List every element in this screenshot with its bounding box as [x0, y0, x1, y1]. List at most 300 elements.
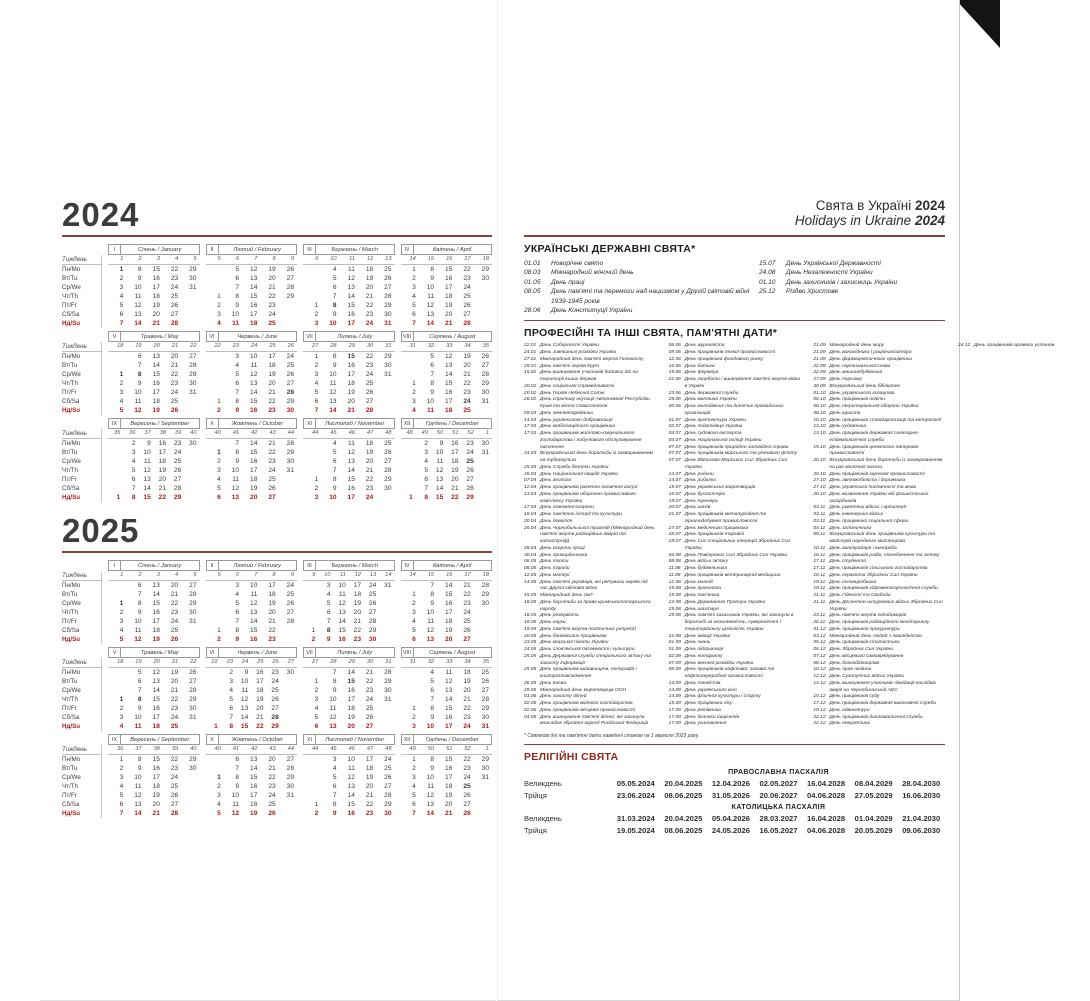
day-cell: 20: [170, 353, 179, 360]
day-cell: 9: [235, 458, 240, 465]
day-cell: [474, 791, 492, 800]
holiday-name: День Незалежності України: [785, 269, 873, 277]
day-cell: 17: [445, 398, 453, 405]
day-cell: 27: [286, 380, 294, 387]
day-label: Чт/Th: [62, 782, 102, 791]
day-cell: 12: [231, 485, 240, 492]
professional-holiday-entry: [813, 384, 945, 391]
day-cell: 1: [119, 266, 124, 273]
religious-row-label: Великдень: [524, 779, 562, 789]
religious-date: 16.04.2028: [807, 814, 846, 824]
day-cell: 17: [152, 714, 160, 721]
day-cell: 10: [329, 371, 337, 378]
professional-holiday-entry: [524, 715, 656, 729]
day-cell: 15: [152, 756, 160, 763]
day-cell: 8: [430, 756, 435, 763]
holiday-name: День працівника фондового ринку: [684, 356, 764, 362]
holiday-date: 17.09: [668, 721, 681, 727]
day-cell: 18: [152, 723, 160, 730]
day-cell: 12: [329, 714, 337, 721]
day-cell: 13: [329, 398, 337, 405]
day-cell: 17: [347, 371, 355, 378]
day-cell: 20: [268, 380, 276, 387]
week-number: 4: [163, 255, 181, 265]
day-cell: 29: [271, 723, 279, 730]
holiday-date: 25.03: [524, 464, 537, 470]
holiday-name: Міжнародний жіночий день: [551, 269, 634, 277]
day-cell: 29: [189, 756, 197, 763]
month-name: Вересень / September: [121, 418, 200, 429]
day-label: Пт/Fr: [62, 388, 102, 397]
day-row: [401, 581, 493, 591]
day-row: [303, 319, 395, 328]
professional-holiday-entry: [524, 546, 656, 553]
day-cell: 11: [348, 266, 355, 273]
day-cell: 12: [445, 353, 453, 360]
day-cell: 14: [426, 810, 435, 817]
day-cell: 18: [152, 398, 160, 405]
day-cell: 16: [445, 765, 453, 772]
day-row: [206, 809, 298, 818]
day-cell: 25: [368, 591, 377, 598]
state-holiday-entry: [524, 259, 751, 268]
day-row: [401, 755, 493, 765]
day-cell: [303, 283, 321, 292]
religious-date: 04.06.2028: [807, 826, 846, 836]
month-name: Листопад / November: [316, 734, 395, 745]
day-cell: 19: [365, 275, 374, 282]
week-number: 39: [163, 745, 181, 755]
day-cell: [474, 292, 492, 301]
day-cell: 3: [332, 756, 337, 763]
day-cell: [474, 406, 492, 415]
holiday-date: 19.12: [813, 707, 826, 713]
day-cell: 20: [347, 398, 355, 405]
day-cell: 19: [250, 810, 258, 817]
day-cell: 5: [332, 774, 337, 781]
day-cell: 24: [170, 618, 179, 625]
day-cell: 21: [365, 467, 374, 474]
day-cell: 13: [347, 783, 355, 790]
day-label: Пт/Fr: [62, 791, 102, 800]
day-row: [206, 379, 298, 388]
holiday-name: День прикордонника: [540, 552, 588, 558]
holiday-name: День юриста: [829, 410, 861, 416]
holiday-date: 19.06: [668, 370, 681, 376]
holiday-date: 11.08: [668, 572, 681, 578]
day-row: [206, 493, 298, 502]
state-holiday-entry: [759, 287, 945, 296]
day-cell: 30: [286, 407, 294, 414]
day-cell: 28: [368, 618, 377, 625]
holiday-date: 09.03: [524, 410, 537, 416]
day-cell: 25: [173, 458, 182, 465]
day-cell: 10: [134, 389, 142, 396]
day-row: [401, 764, 493, 773]
day-cell: 9: [235, 302, 240, 309]
day-cell: 8: [430, 591, 435, 598]
day-cell: 6: [326, 609, 331, 616]
holiday-date: 07.12: [813, 653, 826, 659]
day-cell: 14: [445, 371, 453, 378]
day-label: Нд/Su: [62, 722, 102, 731]
day-row: [206, 352, 298, 362]
day-cell: [303, 782, 321, 791]
day-cell: 12: [143, 467, 151, 474]
week-number: 48: [376, 745, 394, 755]
day-cell: 23: [268, 302, 276, 309]
holiday-date: 22.09: [813, 370, 826, 376]
holiday-name: День військ зв'язку: [684, 559, 728, 565]
holiday-date: 29.01: [524, 363, 537, 369]
day-cell: [279, 484, 297, 493]
professional-holiday-entry: [669, 350, 801, 357]
day-row: [303, 764, 395, 773]
state-holiday-entry: [759, 278, 945, 287]
day-cell: 15: [250, 398, 258, 405]
day-cell: 24: [463, 609, 471, 616]
week-numbers-row: [206, 429, 298, 439]
day-cell: 3: [412, 723, 416, 730]
day-cell: 18: [365, 440, 374, 447]
day-cell: 4: [217, 801, 221, 808]
day-cell: [401, 352, 419, 362]
religious-holidays-table: [524, 767, 945, 836]
holiday-name: День Української Державності: [785, 260, 881, 267]
day-cell: 11: [427, 618, 435, 625]
day-row: [401, 265, 493, 275]
day-cell: [108, 361, 126, 370]
day-cell: [206, 388, 224, 397]
day-cell: 28: [384, 792, 392, 799]
day-cell: 18: [451, 458, 459, 465]
week-number: 40: [206, 745, 224, 755]
month-roman: III: [303, 560, 316, 571]
day-cell: 8: [430, 380, 435, 387]
day-row: [108, 617, 200, 626]
holiday-name: День пам'яті жертв голодоморів: [829, 613, 907, 619]
day-cell: [279, 301, 297, 310]
day-cell: 9: [430, 275, 435, 282]
day-cell: 14: [134, 810, 142, 817]
week-number: 18: [108, 342, 126, 352]
holiday-name: День родини: [684, 471, 714, 477]
professional-holiday-entry: [669, 721, 801, 728]
professional-holiday-entry: [669, 667, 801, 681]
holiday-name: День ракетних військ і артилерії: [829, 505, 906, 511]
holiday-name: День охорони праці: [540, 545, 585, 551]
holiday-date: 27.01: [524, 356, 537, 362]
holiday-name: День тренера: [684, 498, 718, 504]
day-cell: 23: [170, 705, 179, 712]
day-cell: [279, 475, 297, 484]
day-cell: 1: [412, 380, 416, 387]
day-cell: 11: [338, 591, 346, 598]
day-cell: 26: [463, 302, 471, 309]
holiday-name: День Європи: [540, 566, 570, 572]
day-cell: 12: [338, 600, 346, 607]
holiday-date: 06.10: [813, 397, 826, 403]
day-label: Пн/Mo: [62, 352, 102, 361]
holiday-name: Міжнародний день пам'яті жертв Голокосту: [540, 356, 644, 362]
holiday-date: 23.06: [668, 390, 681, 396]
label-spacer: [62, 647, 102, 658]
day-cell: 17: [158, 449, 166, 456]
holiday-name: День фармацевтичного працівника: [829, 356, 912, 362]
day-cell: [477, 493, 492, 502]
holiday-date: 20.05: [524, 633, 537, 639]
day-cell: 18: [268, 362, 276, 369]
holiday-date: 14.09: [668, 687, 681, 693]
day-cell: 2: [424, 440, 428, 447]
day-label: Ср/We: [62, 686, 102, 695]
day-cell: 28: [286, 618, 294, 625]
day-cell: 25: [365, 705, 374, 712]
day-cell: 4: [119, 398, 124, 405]
day-row: [401, 388, 493, 397]
day-cell: 30: [189, 275, 197, 282]
day-cell: [181, 406, 199, 415]
holiday-name: День працівників державної санітарно-епідеміологічної служби: [829, 431, 920, 443]
day-cell: 10: [329, 494, 337, 501]
day-row: [303, 599, 395, 608]
day-cell: 31: [189, 389, 197, 396]
day-cell: 31: [189, 618, 197, 625]
week-number: 30: [358, 658, 376, 668]
day-cell: 15: [152, 600, 160, 607]
month-roman: VIII: [401, 331, 414, 342]
day-label: Нд/Su: [62, 319, 102, 328]
day-row: [303, 590, 395, 599]
week-number: 38: [145, 745, 163, 755]
day-cell: 9: [332, 687, 337, 694]
religious-date: 09.06.2030: [902, 826, 941, 836]
week-number: 23: [224, 342, 242, 352]
day-cell: 17: [445, 609, 453, 616]
year-block: [62, 514, 492, 818]
week-number: 6: [224, 571, 242, 581]
day-label: Ср/We: [62, 370, 102, 379]
holiday-date: 28.04: [524, 545, 537, 551]
day-cell: 15: [250, 449, 258, 456]
month-roman: III: [303, 244, 316, 255]
day-row: [108, 755, 200, 765]
month-name: Липень / July: [316, 647, 395, 658]
holiday-name: День скловиробника: [829, 579, 877, 585]
day-row: [401, 283, 493, 292]
holiday-date: 25.06: [668, 397, 681, 403]
state-holiday-entry: [759, 259, 945, 268]
day-cell: 5: [137, 669, 142, 676]
week-number: 37: [139, 429, 154, 439]
day-cell: 17: [353, 582, 361, 589]
day-cell: 1: [119, 600, 124, 607]
holiday-date: 11.08: [668, 566, 681, 572]
holiday-name: День українських миротворців: [684, 485, 756, 491]
week-number: 22: [181, 342, 199, 352]
day-label: Пт/Fr: [62, 704, 102, 713]
day-cell: [401, 448, 416, 457]
day-row: [401, 608, 493, 617]
holiday-date: 14.07: [668, 471, 681, 477]
state-holidays-col1: [524, 259, 751, 315]
day-cell: 6: [119, 801, 124, 808]
professional-holiday-entry: [524, 451, 656, 465]
day-cell: 7: [314, 407, 319, 414]
day-row: [303, 686, 395, 695]
day-row: [108, 319, 200, 328]
holiday-name: День піхоти: [540, 559, 569, 565]
week-number: 50: [431, 429, 446, 439]
holiday-name: День сержанта Збройних Сил України: [829, 572, 918, 578]
day-cell: 24: [463, 284, 471, 291]
day-cell: 10: [134, 714, 142, 721]
holiday-date: 26.02: [524, 397, 537, 403]
month-header: [206, 418, 298, 429]
day-cell: 12: [426, 627, 435, 634]
day-cell: 26: [365, 389, 374, 396]
professional-holiday-entry: [524, 701, 656, 708]
day-cell: 25: [384, 765, 392, 772]
day-cell: 28: [463, 810, 471, 817]
day-label: Ср/We: [62, 599, 102, 608]
day-cell: 6: [137, 678, 142, 685]
day-row: [206, 764, 298, 773]
holiday-name: День інженерних військ: [829, 512, 883, 518]
religious-date: 23.06.2024: [616, 791, 655, 801]
day-cell: 24: [466, 449, 474, 456]
professional-holiday-entry: [813, 431, 945, 445]
day-row: [303, 352, 395, 362]
day-cell: 30: [384, 687, 392, 694]
day-cell: 26: [384, 275, 392, 282]
day-cell: 22: [365, 302, 374, 309]
holiday-date: 20.10: [813, 458, 826, 464]
month-roman: I: [108, 560, 121, 571]
day-row: [303, 493, 395, 502]
day-row: [303, 310, 395, 319]
day-cell: [303, 755, 321, 765]
day-cell: 17: [152, 774, 160, 781]
day-cell: 31: [384, 371, 392, 378]
professional-holiday-entry: [524, 384, 656, 391]
day-cell: 24: [271, 678, 279, 685]
month-roman: XI: [303, 418, 316, 429]
day-row: [401, 782, 493, 791]
day-cell: 27: [189, 353, 197, 360]
day-cell: 7: [137, 687, 142, 694]
holiday-date: 22.12: [813, 714, 826, 720]
day-cell: 21: [158, 485, 166, 492]
day-cell: 3: [412, 609, 416, 616]
day-cell: 26: [463, 627, 471, 634]
day-cell: 9: [137, 275, 142, 282]
day-label: Сб/Sa: [62, 397, 102, 406]
day-cell: 29: [173, 494, 182, 501]
day-cell: 28: [173, 485, 182, 492]
holiday-name: День винахідника і раціоналізатора: [829, 350, 912, 356]
day-cell: 3: [217, 467, 221, 474]
day-cell: 22: [353, 627, 361, 634]
professional-holiday-entry: [524, 492, 656, 506]
holiday-date: 15.07: [758, 260, 776, 267]
week-number: 42: [242, 429, 260, 439]
professional-holiday-entry: [813, 377, 945, 384]
day-row: [401, 475, 493, 484]
holiday-name: День Конституції України: [551, 307, 633, 315]
day-cell: 23: [353, 636, 361, 643]
day-cell: 2: [119, 765, 124, 772]
day-row: [303, 388, 395, 397]
religious-date: 27.05.2029: [854, 791, 893, 801]
day-cell: 21: [268, 618, 276, 625]
day-row: [206, 608, 298, 617]
week-number: 8: [260, 255, 278, 265]
day-cell: 21: [463, 371, 471, 378]
day-cell: [181, 626, 199, 635]
day-cell: 29: [384, 801, 392, 808]
day-cell: 29: [286, 774, 294, 781]
year-underline: [62, 235, 492, 237]
month-grid: [206, 342, 298, 415]
holiday-date: 17.12: [813, 701, 826, 707]
day-cell: 12: [250, 600, 258, 607]
day-cell: [401, 457, 416, 466]
week-number: 12: [349, 571, 364, 581]
day-cell: [206, 581, 224, 591]
day-cell: 6: [235, 756, 240, 763]
professional-holiday-entry: [524, 512, 656, 519]
holiday-name: День працівників суду: [829, 694, 880, 700]
day-row: [206, 439, 298, 449]
day-cell: 26: [286, 266, 294, 273]
day-row: [206, 617, 298, 626]
holiday-date: 04.07: [668, 431, 681, 437]
holiday-date: 20.02: [524, 390, 537, 396]
religious-date: 08.06.2025: [664, 826, 703, 836]
week-numbers-row: [401, 342, 493, 352]
day-cell: 7: [430, 696, 435, 703]
day-cell: 4: [119, 783, 124, 790]
month-block: [303, 647, 395, 731]
day-cell: 13: [347, 458, 355, 465]
month-grid: [206, 745, 298, 818]
professional-holiday-entry: [524, 465, 656, 472]
day-cell: 21: [463, 582, 471, 589]
week-number: 1: [477, 429, 492, 439]
day-cell: 12: [134, 636, 142, 643]
year-title: 2025: [62, 512, 140, 549]
week-number: 8: [260, 571, 278, 581]
day-cell: 28: [481, 371, 489, 378]
left-page: [40, 0, 496, 1001]
day-cell: 2: [229, 669, 233, 676]
day-cell: 27: [384, 783, 392, 790]
week-number: 27: [303, 342, 321, 352]
day-cell: 27: [286, 756, 294, 763]
month-block: [303, 331, 395, 415]
day-cell: 1: [119, 371, 124, 378]
day-cell: [401, 695, 419, 704]
day-cell: 29: [481, 756, 489, 763]
holiday-date: 15.09: [668, 701, 681, 707]
day-cell: [303, 265, 321, 275]
day-row: [108, 265, 200, 275]
week-label: Тиждень: [62, 745, 102, 755]
week-number: 40: [184, 429, 199, 439]
day-cell: 25: [384, 440, 392, 447]
week-numbers-row: [108, 429, 200, 439]
